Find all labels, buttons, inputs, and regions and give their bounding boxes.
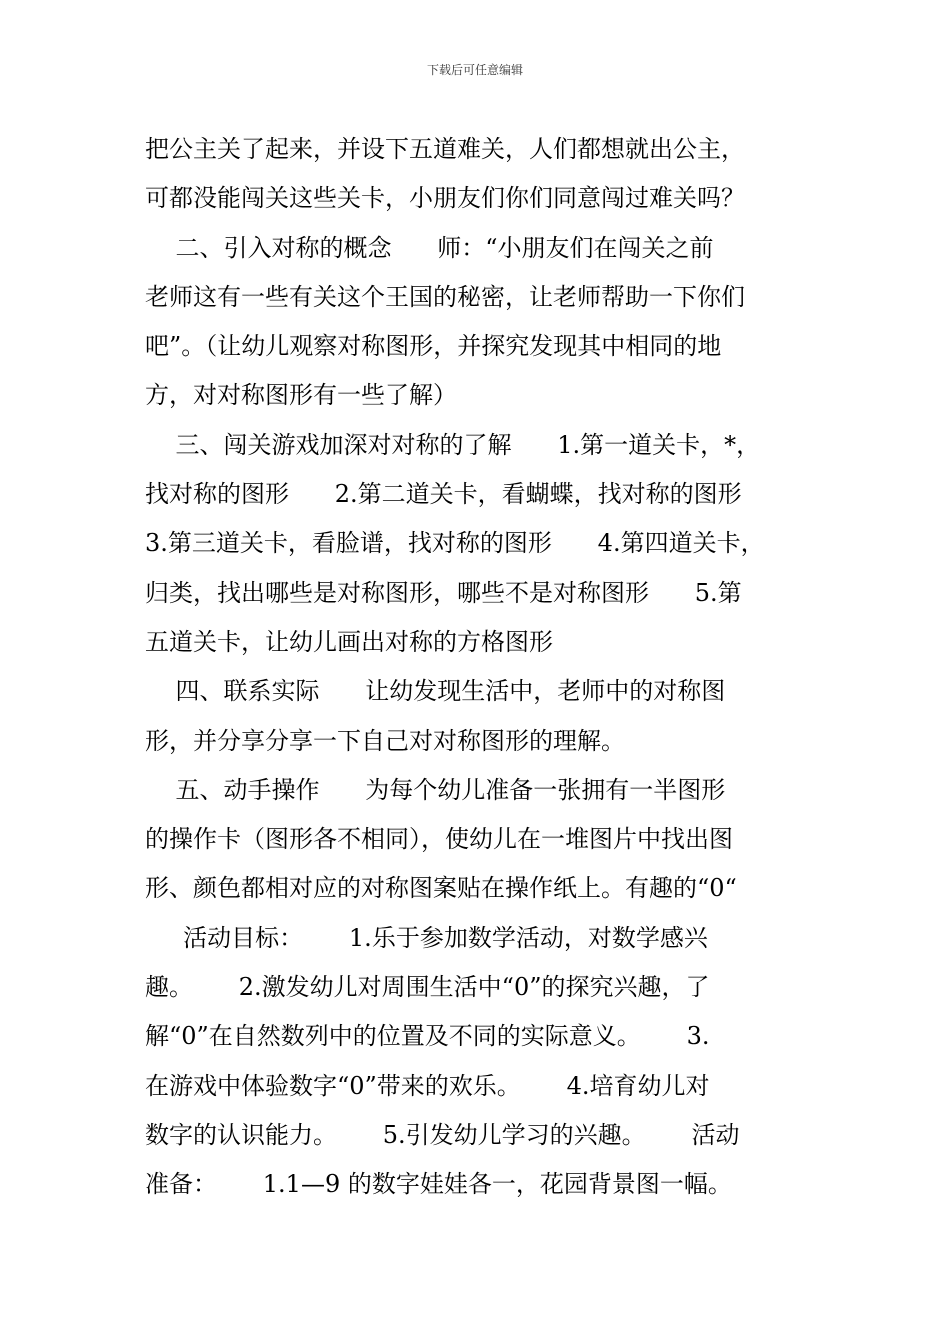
text-line: 形，并分享分享一下自己对对称图形的理解。 — [145, 726, 625, 755]
text-line: 在游戏中体验数字“0”带来的欢乐。 4.培育幼儿对 — [145, 1071, 710, 1100]
text-line: 把公主关了起来，并设下五道难关，人们都想就出公主， — [145, 135, 745, 163]
text-line: 老师这有一些有关这个王国的秘密，让老师帮助一下你们 — [145, 282, 745, 311]
text-line: 方，对对称图形有一些了解） — [145, 381, 457, 410]
text-line: 3.第三道关卡，看脸谱，找对称的图形 4.第四道关卡， — [145, 529, 765, 558]
text-line: 四、联系实际 让幼发现生活中，老师中的对称图 — [145, 677, 726, 706]
text-line: 准备： 1.1—9 的数字娃娃各一，花园背景图一幅。 — [145, 1170, 732, 1199]
text-line: 归类，找出哪些是对称图形，哪些不是对称图形 5.第 — [145, 578, 742, 607]
text-line: 解“0”在自然数列中的位置及不同的实际意义。 3. — [145, 1022, 710, 1051]
text-line: 趣。 2.激发幼儿对周围生活中“0”的探究兴趣，了 — [145, 973, 710, 1002]
text-line: 找对称的图形 2.第二道关卡，看蝴蝶，找对称的图形 — [145, 480, 742, 509]
text-line: 三、闯关游戏加深对对称的了解 1.第一道关卡，*， — [145, 430, 761, 459]
text-line: 吧”。（让幼儿观察对称图形，并探究发现其中相同的地 — [145, 332, 722, 361]
text-line: 二、引入对称的概念 师：“小朋友们在闯关之前 — [145, 233, 714, 262]
text-line: 活动目标： 1.乐于参加数学活动，对数学感兴 — [145, 923, 708, 952]
page-header: 下载后可任意编辑 — [426, 63, 523, 77]
text-line: 可都没能闯关这些关卡，小朋友们你们同意闯过难关吗？ — [145, 184, 745, 213]
document-body — [145, 125, 810, 1210]
text-line: 的操作卡（图形各不相同），使幼儿在一堆图片中找出图 — [145, 825, 733, 854]
text-line: 五道关卡，让幼儿画出对称的方格图形 — [145, 627, 553, 656]
text-line: 形、颜色都相对应的对称图案贴在操作纸上。有趣的“0“ — [145, 874, 737, 903]
text-line: 数字的认识能力。 5.引发幼儿学习的兴趣。 活动 — [145, 1120, 740, 1149]
text-line: 五、动手操作 为每个幼儿准备一张拥有一半图形 — [145, 775, 726, 804]
